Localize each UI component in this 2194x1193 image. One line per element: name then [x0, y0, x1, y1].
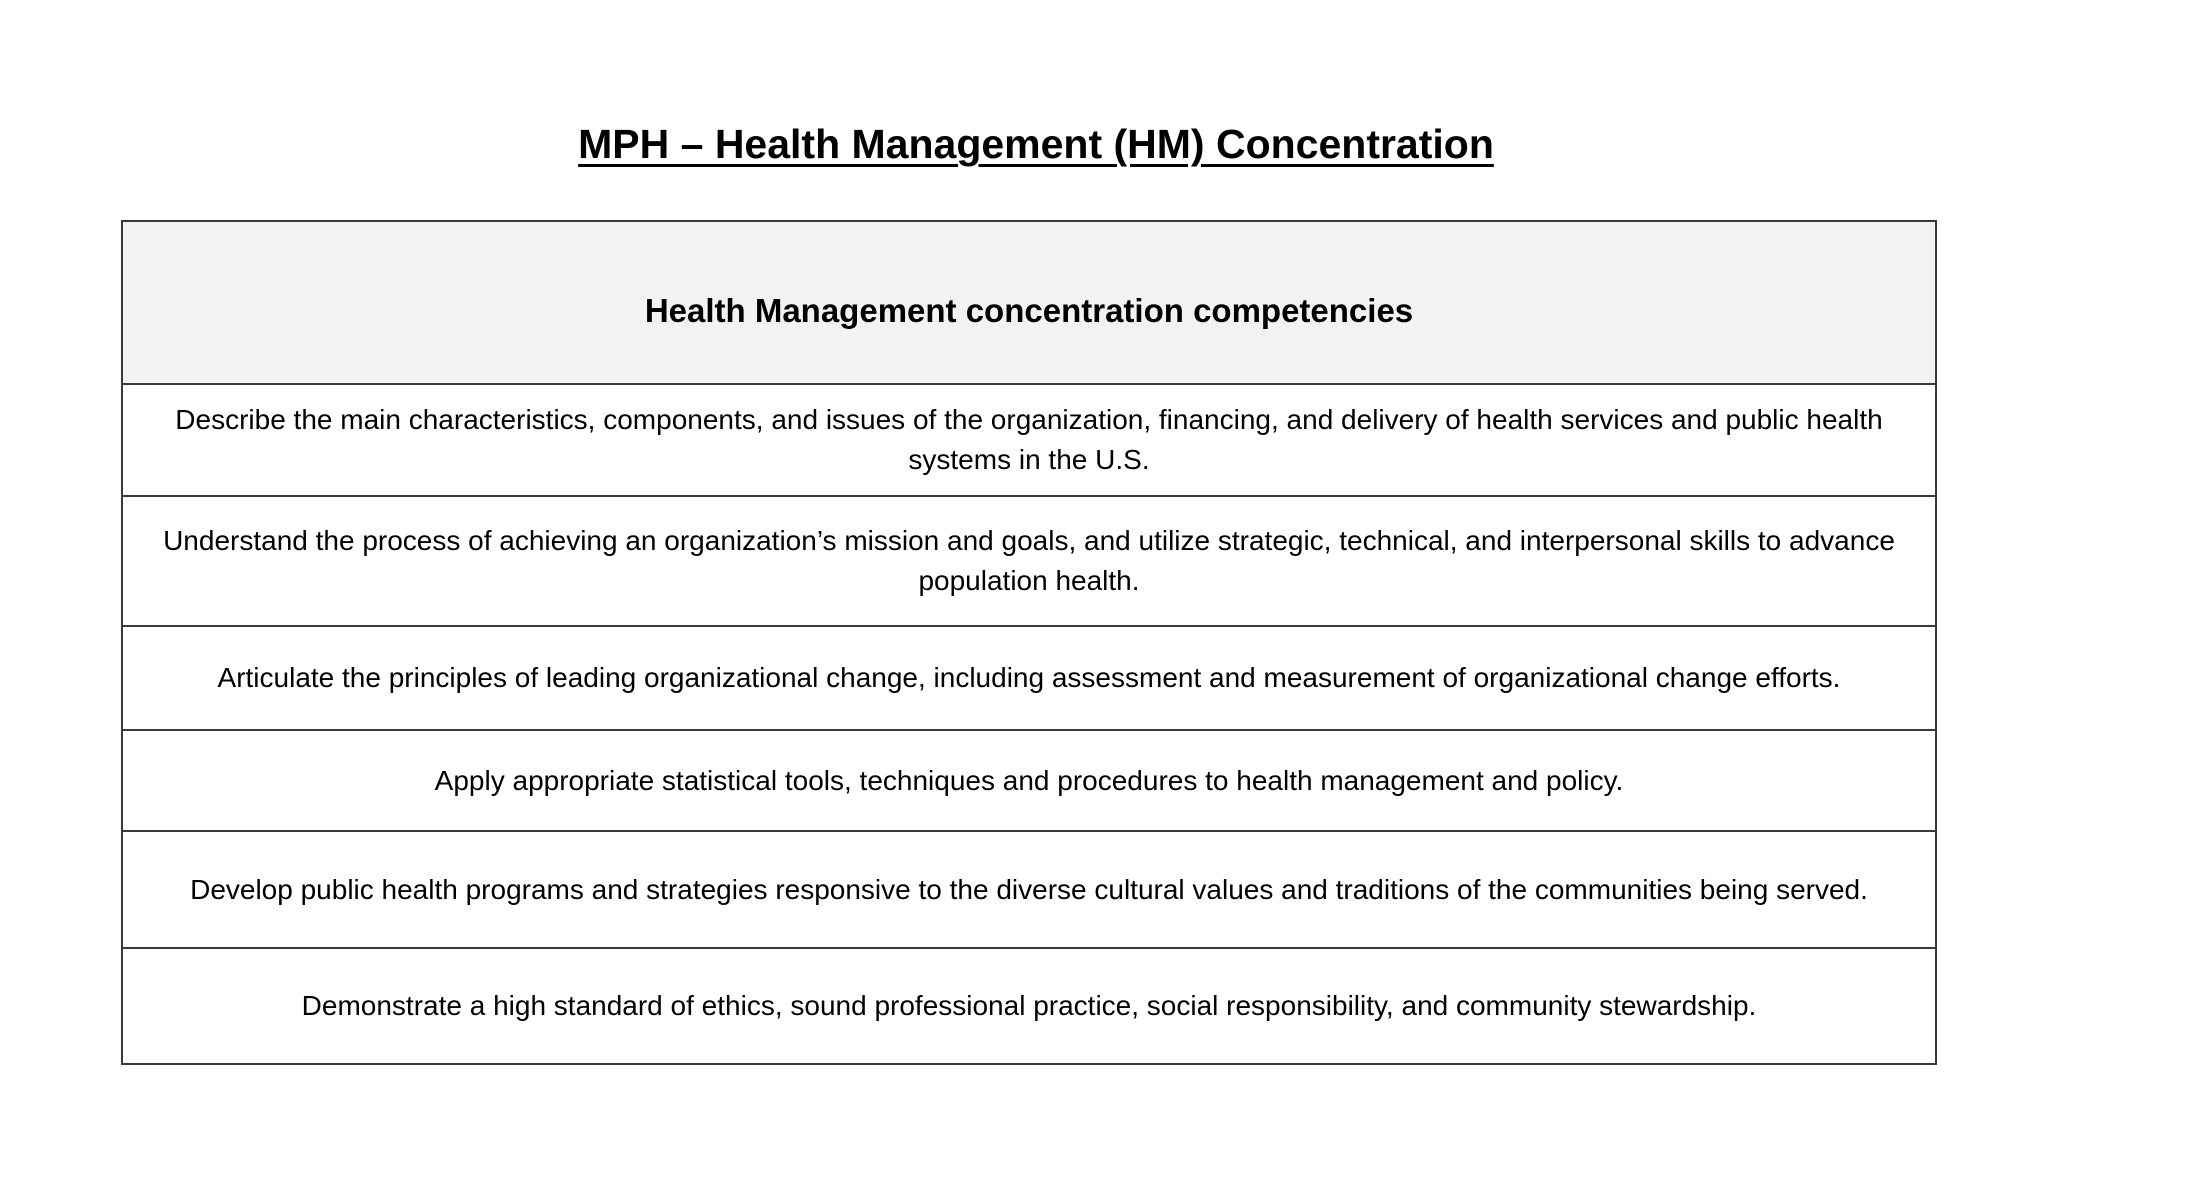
table-header-row — [122, 221, 1936, 384]
table-header: Health Management concentration competencies — [122, 221, 1936, 384]
competency-cell: Understand the process of achieving an organization’s mission and goals, and utilize strategic, technical, and interpersonal skills to advance population health. — [122, 496, 1936, 626]
table-row — [122, 948, 1936, 1064]
table-row — [122, 626, 1936, 730]
competency-cell: Articulate the principles of leading organizational change, including assessment and measurement of organizational change efforts. — [122, 626, 1936, 730]
competency-cell: Describe the main characteristics, components, and issues of the organization, financing, and delivery of health services and public health systems in the U.S. — [122, 384, 1936, 496]
competency-cell: Develop public health programs and strategies responsive to the diverse cultural values and traditions of the communities being served. — [122, 831, 1936, 948]
competency-cell: Demonstrate a high standard of ethics, sound professional practice, social responsibility, and community stewardship. — [122, 948, 1936, 1064]
competency-cell: Apply appropriate statistical tools, techniques and procedures to health management and policy. — [122, 730, 1936, 831]
page-title: MPH – Health Management (HM) Concentration — [578, 121, 1494, 167]
table-row — [122, 496, 1936, 626]
table-row — [122, 384, 1936, 496]
competencies-table — [121, 220, 1937, 1065]
table-row — [122, 831, 1936, 948]
table-row — [122, 730, 1936, 831]
